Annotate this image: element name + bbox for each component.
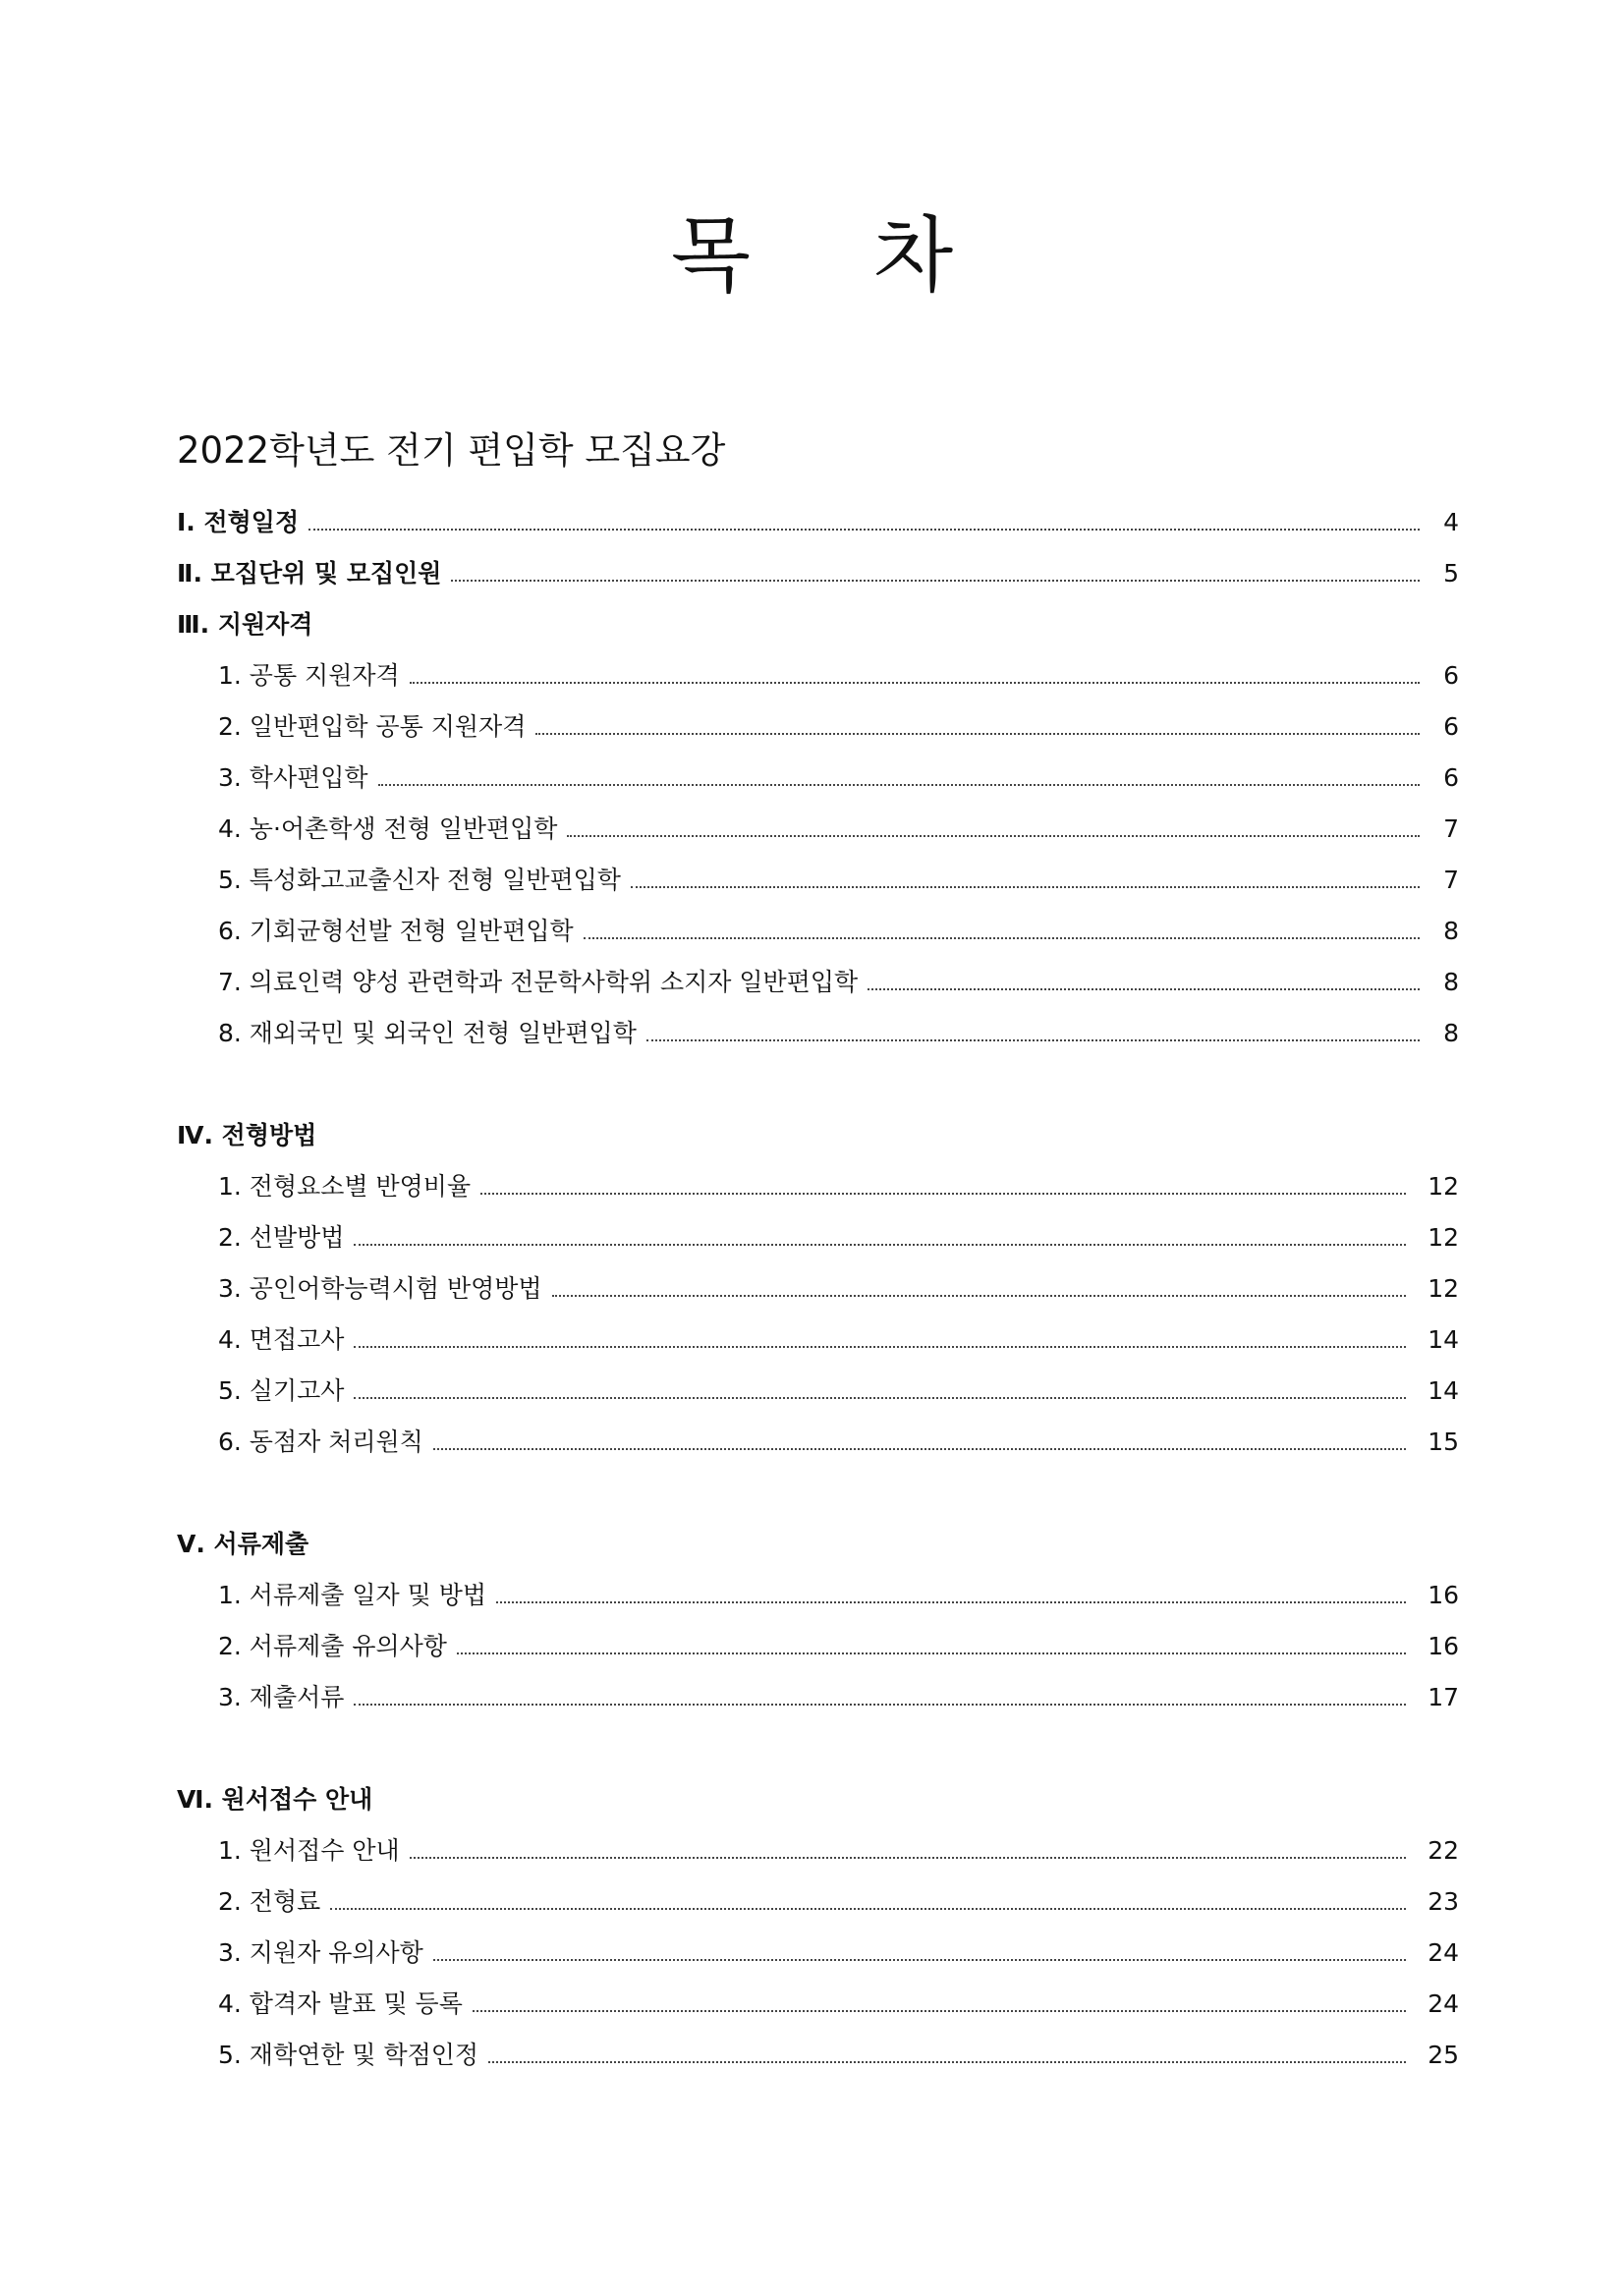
toc-page-number: 16: [1428, 1632, 1459, 1660]
toc-label: 4. 농·어촌학생 전형 일반편입학: [218, 814, 558, 843]
toc-label: 5. 재학연한 및 학점인정: [218, 2041, 479, 2069]
page-title: [0, 207, 1624, 304]
toc-item[interactable]: [177, 1367, 1459, 1406]
toc-page-number: 7: [1443, 814, 1459, 843]
toc-page-number: 23: [1428, 1887, 1459, 1916]
toc-page-number: 6: [1443, 712, 1459, 741]
dot-leader: [488, 2061, 1406, 2063]
toc-label: Ⅴ. 서류제출: [177, 1530, 309, 1558]
toc-label: 1. 공통 지원자격: [218, 661, 400, 690]
toc-page-number: 12: [1428, 1274, 1459, 1303]
toc-page-number: 12: [1428, 1223, 1459, 1252]
toc-item[interactable]: [177, 2031, 1459, 2070]
toc-page-number: 24: [1428, 1989, 1459, 2018]
toc-item[interactable]: [177, 1264, 1459, 1304]
toc-section-4: [177, 1111, 1459, 1150]
toc-page-number: 17: [1428, 1683, 1459, 1711]
toc-item[interactable]: [177, 651, 1459, 691]
toc-label: 8. 재외국민 및 외국인 전형 일반편입학: [218, 1019, 637, 1047]
title-char-1: 목: [670, 207, 751, 304]
toc-label: 4. 합격자 발표 및 등록: [218, 1989, 463, 2018]
toc-section-5: [177, 1520, 1459, 1559]
toc-item[interactable]: [177, 856, 1459, 895]
toc-item[interactable]: [177, 1418, 1459, 1457]
toc-label: 2. 일반편입학 공통 지원자격: [218, 712, 527, 741]
toc-label: Ⅲ. 지원자격: [177, 610, 313, 639]
toc-label: 3. 학사편입학: [218, 763, 368, 792]
dot-leader: [354, 1346, 1406, 1348]
dot-leader: [584, 937, 1420, 939]
document-subtitle: 2022학년도 전기 편입학 모집요강: [177, 429, 726, 472]
dot-leader: [646, 1039, 1420, 1041]
toc-page-number: 6: [1443, 763, 1459, 792]
toc-section-2[interactable]: [177, 549, 1459, 588]
toc-item[interactable]: [177, 805, 1459, 844]
toc-page-number: 7: [1443, 866, 1459, 894]
toc-label: 7. 의료인력 양성 관련학과 전문학사학위 소지자 일반편입학: [218, 968, 859, 996]
dot-leader: [433, 1959, 1406, 1961]
toc-item[interactable]: [177, 1162, 1459, 1202]
toc-label: Ⅳ. 전형방법: [177, 1121, 317, 1149]
dot-leader: [410, 1857, 1407, 1859]
dot-leader: [868, 988, 1420, 990]
toc-page-number: 12: [1428, 1172, 1459, 1201]
toc-item[interactable]: [177, 1213, 1459, 1253]
toc-label: 5. 실기고사: [218, 1376, 345, 1405]
dot-leader: [330, 1908, 1406, 1910]
toc-item[interactable]: [177, 1571, 1459, 1610]
dot-leader: [496, 1601, 1406, 1603]
toc-page-number: 25: [1428, 2041, 1459, 2069]
toc-label: Ⅱ. 모집단위 및 모집인원: [177, 559, 442, 588]
toc-page-number: 8: [1443, 1019, 1459, 1047]
dot-leader: [473, 2010, 1406, 2012]
dot-leader: [457, 1652, 1406, 1654]
toc-item[interactable]: [177, 1316, 1459, 1355]
dot-leader: [552, 1295, 1407, 1297]
toc-item[interactable]: [177, 1877, 1459, 1917]
dot-leader: [480, 1193, 1406, 1195]
toc-item[interactable]: [177, 754, 1459, 793]
toc-page-number: 15: [1428, 1428, 1459, 1456]
toc-page-number: 24: [1428, 1938, 1459, 1967]
toc-section-6: [177, 1775, 1459, 1815]
toc-label: 2. 전형료: [218, 1887, 321, 1916]
toc-label: 3. 지원자 유의사항: [218, 1938, 423, 1967]
toc-item[interactable]: [177, 958, 1459, 997]
toc-label: 2. 선발방법: [218, 1223, 345, 1252]
toc-item[interactable]: [177, 1980, 1459, 2019]
toc-label: 6. 기회균형선발 전형 일반편입학: [218, 917, 574, 945]
toc-item[interactable]: [177, 1673, 1459, 1712]
dot-leader: [535, 733, 1420, 735]
dot-leader: [354, 1704, 1406, 1706]
toc-item[interactable]: [177, 1826, 1459, 1866]
toc-label: Ⅵ. 원서접수 안내: [177, 1785, 373, 1814]
toc-page-number: 14: [1428, 1376, 1459, 1405]
toc-item[interactable]: [177, 1929, 1459, 1968]
toc-section-3: [177, 600, 1459, 640]
toc-label: 5. 특성화고교출신자 전형 일반편입학: [218, 866, 621, 894]
toc-label: 1. 서류제출 일자 및 방법: [218, 1581, 486, 1609]
toc-item[interactable]: [177, 907, 1459, 946]
toc-page-number: 6: [1443, 661, 1459, 690]
dot-leader: [354, 1397, 1406, 1399]
dot-leader: [354, 1244, 1406, 1246]
title-char-2: 차: [873, 207, 954, 304]
dot-leader: [631, 886, 1420, 888]
toc-label: 1. 전형요소별 반영비율: [218, 1172, 472, 1201]
toc-section-1[interactable]: [177, 498, 1459, 537]
dot-leader: [308, 529, 1420, 531]
toc-label: 2. 서류제출 유의사항: [218, 1632, 447, 1660]
dot-leader: [433, 1448, 1406, 1450]
toc-label: 6. 동점자 처리원칙: [218, 1428, 423, 1456]
dot-leader: [410, 682, 1420, 684]
toc-label: 1. 원서접수 안내: [218, 1836, 400, 1865]
dot-leader: [378, 784, 1420, 786]
toc-page-number: 8: [1443, 968, 1459, 996]
toc-page-number: 5: [1443, 559, 1459, 588]
toc-item[interactable]: [177, 1009, 1459, 1048]
toc-label: Ⅰ. 전형일정: [177, 508, 300, 536]
toc-label: 3. 제출서류: [218, 1683, 345, 1711]
dot-leader: [451, 580, 1420, 582]
toc-label: 3. 공인어학능력시험 반영방법: [218, 1274, 542, 1303]
toc-page-number: 16: [1428, 1581, 1459, 1609]
toc-item[interactable]: [177, 1622, 1459, 1661]
toc-label: 4. 면접고사: [218, 1325, 345, 1354]
toc-item[interactable]: [177, 702, 1459, 742]
dot-leader: [567, 835, 1420, 837]
toc-page-number: 14: [1428, 1325, 1459, 1354]
toc-page-number: 8: [1443, 917, 1459, 945]
toc-page-number: 22: [1428, 1836, 1459, 1865]
toc-page-number: 4: [1443, 508, 1459, 536]
